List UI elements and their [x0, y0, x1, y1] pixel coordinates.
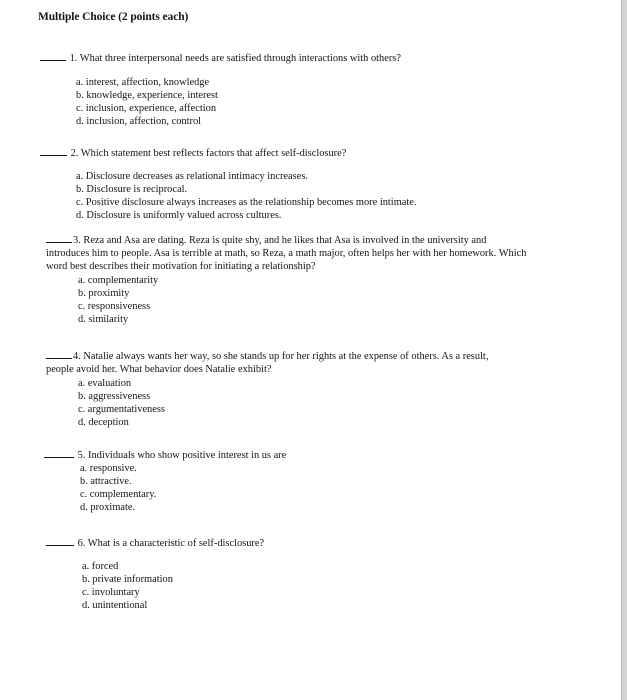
- question-1-stem: [40, 50, 540, 65]
- question-2: [40, 145, 540, 222]
- option-1a: a. interest, affection, knowledge: [76, 77, 210, 88]
- option-3d: d. similarity: [78, 314, 129, 325]
- section-title: Multiple Choice (2 points each): [38, 11, 189, 23]
- question-6-options: [82, 560, 546, 612]
- answer-blank-5[interactable]: [44, 447, 74, 458]
- option-5d: d. proximate.: [80, 502, 136, 513]
- question-3-options: [78, 274, 530, 326]
- option-2b: b. Disclosure is reciprocal.: [76, 184, 188, 195]
- option-1c: c. inclusion, experience, affection: [76, 103, 217, 114]
- option-4b: b. aggressiveness: [78, 391, 151, 402]
- question-4-text: 4. Natalie always wants her way, so she stands up for her rights at the expense of others. As a result, people avoid her. What behavior does Natalie exhibit?: [46, 351, 489, 375]
- question-4-options: [78, 377, 492, 429]
- question-5-text: 5. Individuals who show positive interest in us are: [77, 450, 287, 461]
- question-4: [46, 348, 492, 429]
- question-2-text: 2. Which statement best reflects factors that affect self-disclosure?: [70, 148, 347, 159]
- question-1: [40, 50, 540, 128]
- question-2-stem: [40, 145, 540, 160]
- question-4-stem: [46, 348, 492, 376]
- question-1-options: [76, 76, 540, 128]
- option-3c: c. responsiveness: [78, 301, 151, 312]
- question-6-text: 6. What is a characteristic of self-disclosure?: [77, 538, 265, 549]
- question-6: [46, 535, 546, 612]
- question-2-options: [76, 170, 540, 222]
- option-4c: c. argumentativeness: [78, 404, 165, 415]
- option-5c: c. complementary.: [80, 489, 157, 500]
- question-1-text: 1. What three interpersonal needs are satisfied through interactions with others?: [69, 53, 401, 64]
- option-1d: d. inclusion, affection, control: [76, 116, 202, 127]
- option-4a: a. evaluation: [78, 378, 132, 389]
- option-1b: b. knowledge, experience, interest: [76, 90, 218, 101]
- option-2a: a. Disclosure decreases as relational intimacy increases.: [76, 171, 308, 182]
- option-5a: a. responsive.: [80, 463, 137, 474]
- option-3b: b. proximity: [78, 288, 130, 299]
- question-5-stem: [44, 447, 544, 462]
- option-6d: d. unintentional: [82, 600, 148, 611]
- option-6b: b. private information: [82, 574, 173, 585]
- option-4d: d. deception: [78, 417, 129, 428]
- question-6-stem: [46, 535, 546, 550]
- answer-blank-2[interactable]: [40, 145, 67, 156]
- answer-blank-4[interactable]: [46, 348, 72, 359]
- option-6c: c. involuntary: [82, 587, 140, 598]
- question-5: [44, 447, 544, 514]
- answer-blank-3[interactable]: [46, 232, 72, 243]
- option-2d: d. Disclosure is uniformly valued across cultures.: [76, 210, 282, 221]
- option-2c: c. Positive disclosure always increases as the relationship becomes more intimate.: [76, 197, 417, 208]
- question-5-options: [80, 462, 544, 514]
- option-5b: b. attractive.: [80, 476, 132, 487]
- question-3-stem: [46, 232, 530, 273]
- question-3-text: 3. Reza and Asa are dating. Reza is quite shy, and he likes that Asa is involved in the university and introduces him to people. Asa is terrible at math, so Reza, a math major, often helps her with her homework. Which word best describes their motivation for initiating a relationship?: [46, 235, 527, 272]
- question-3: [46, 232, 530, 326]
- answer-blank-1[interactable]: [40, 50, 66, 61]
- option-6a: a. forced: [82, 561, 119, 572]
- answer-blank-6[interactable]: [46, 535, 74, 546]
- option-3a: a. complementarity: [78, 275, 159, 286]
